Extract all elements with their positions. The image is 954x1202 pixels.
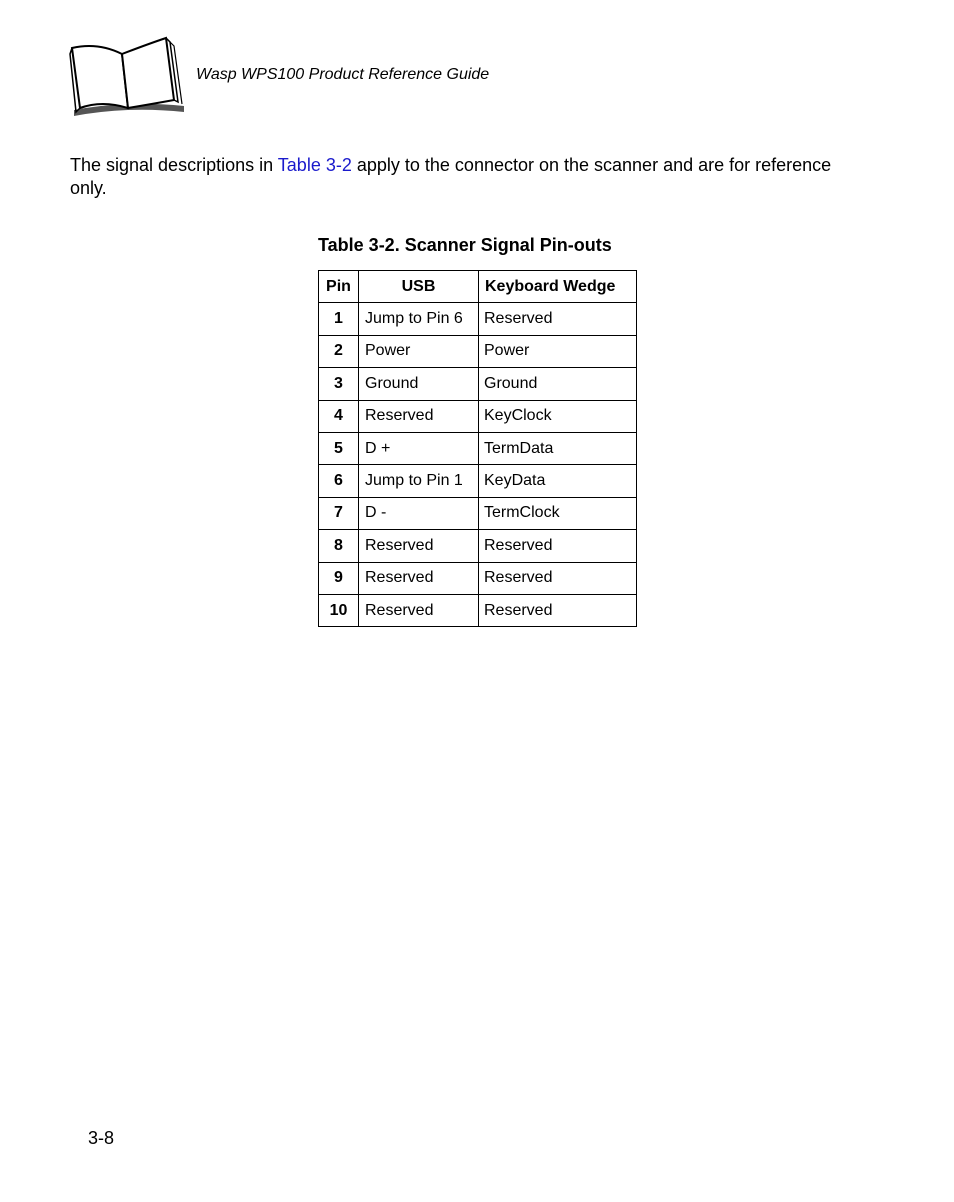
- table-caption: Table 3-2. Scanner Signal Pin-outs: [318, 235, 612, 255]
- table-reference-link[interactable]: Table 3-2: [277, 155, 352, 175]
- keyboard-wedge-cell: Power: [479, 335, 637, 367]
- intro-text-end: apply to the connector on the scanner and are for reference only.: [70, 155, 832, 198]
- pin-cell: 4: [319, 400, 359, 432]
- pin-cell: 8: [319, 530, 359, 562]
- usb-cell: Power: [359, 335, 479, 367]
- usb-cell: Reserved: [359, 530, 479, 562]
- table-row: [319, 303, 637, 335]
- table-row: [319, 594, 637, 626]
- keyboard-wedge-cell: TermData: [479, 432, 637, 464]
- pin-cell: 1: [319, 303, 359, 335]
- table-row: [319, 335, 637, 367]
- pin-cell: 3: [319, 368, 359, 400]
- keyboard-wedge-cell: KeyData: [479, 465, 637, 497]
- page-number: 3-8: [88, 1128, 115, 1148]
- usb-cell: Jump to Pin 6: [359, 303, 479, 335]
- table-row: [319, 400, 637, 432]
- pin-cell: 5: [319, 432, 359, 464]
- usb-cell: Reserved: [359, 594, 479, 626]
- pin-cell: 2: [319, 335, 359, 367]
- pin-cell: 6: [319, 465, 359, 497]
- keyboard-wedge-cell: Reserved: [479, 303, 637, 335]
- table-row: [319, 562, 637, 594]
- table-row: [319, 497, 637, 529]
- usb-cell: Jump to Pin 1: [359, 465, 479, 497]
- usb-cell: Reserved: [359, 400, 479, 432]
- keyboard-wedge-cell: Ground: [479, 368, 637, 400]
- keyboard-wedge-cell: Reserved: [479, 562, 637, 594]
- keyboard-wedge-cell: Reserved: [479, 594, 637, 626]
- table-row: [319, 368, 637, 400]
- keyboard-wedge-cell: Reserved: [479, 530, 637, 562]
- table-row: [319, 432, 637, 464]
- running-header: Wasp WPS100 Product Reference Guide: [196, 66, 490, 83]
- intro-paragraph: [70, 154, 870, 200]
- pin-cell: 10: [319, 594, 359, 626]
- book-icon: [68, 34, 188, 116]
- pin-cell: 9: [319, 562, 359, 594]
- intro-text-start: The signal descriptions in: [70, 155, 278, 175]
- usb-cell: D +: [359, 432, 479, 464]
- table-row: [319, 530, 637, 562]
- usb-cell: D -: [359, 497, 479, 529]
- keyboard-wedge-cell: TermClock: [479, 497, 637, 529]
- column-header-pin: Pin: [319, 271, 359, 303]
- usb-cell: Reserved: [359, 562, 479, 594]
- pin-cell: 7: [319, 497, 359, 529]
- table-header-row: [319, 271, 637, 303]
- column-header-usb: USB: [359, 271, 479, 303]
- keyboard-wedge-cell: KeyClock: [479, 400, 637, 432]
- pinout-table: [318, 270, 637, 627]
- usb-cell: Ground: [359, 368, 479, 400]
- column-header-keyboard-wedge: Keyboard Wedge: [479, 271, 637, 303]
- table-row: [319, 465, 637, 497]
